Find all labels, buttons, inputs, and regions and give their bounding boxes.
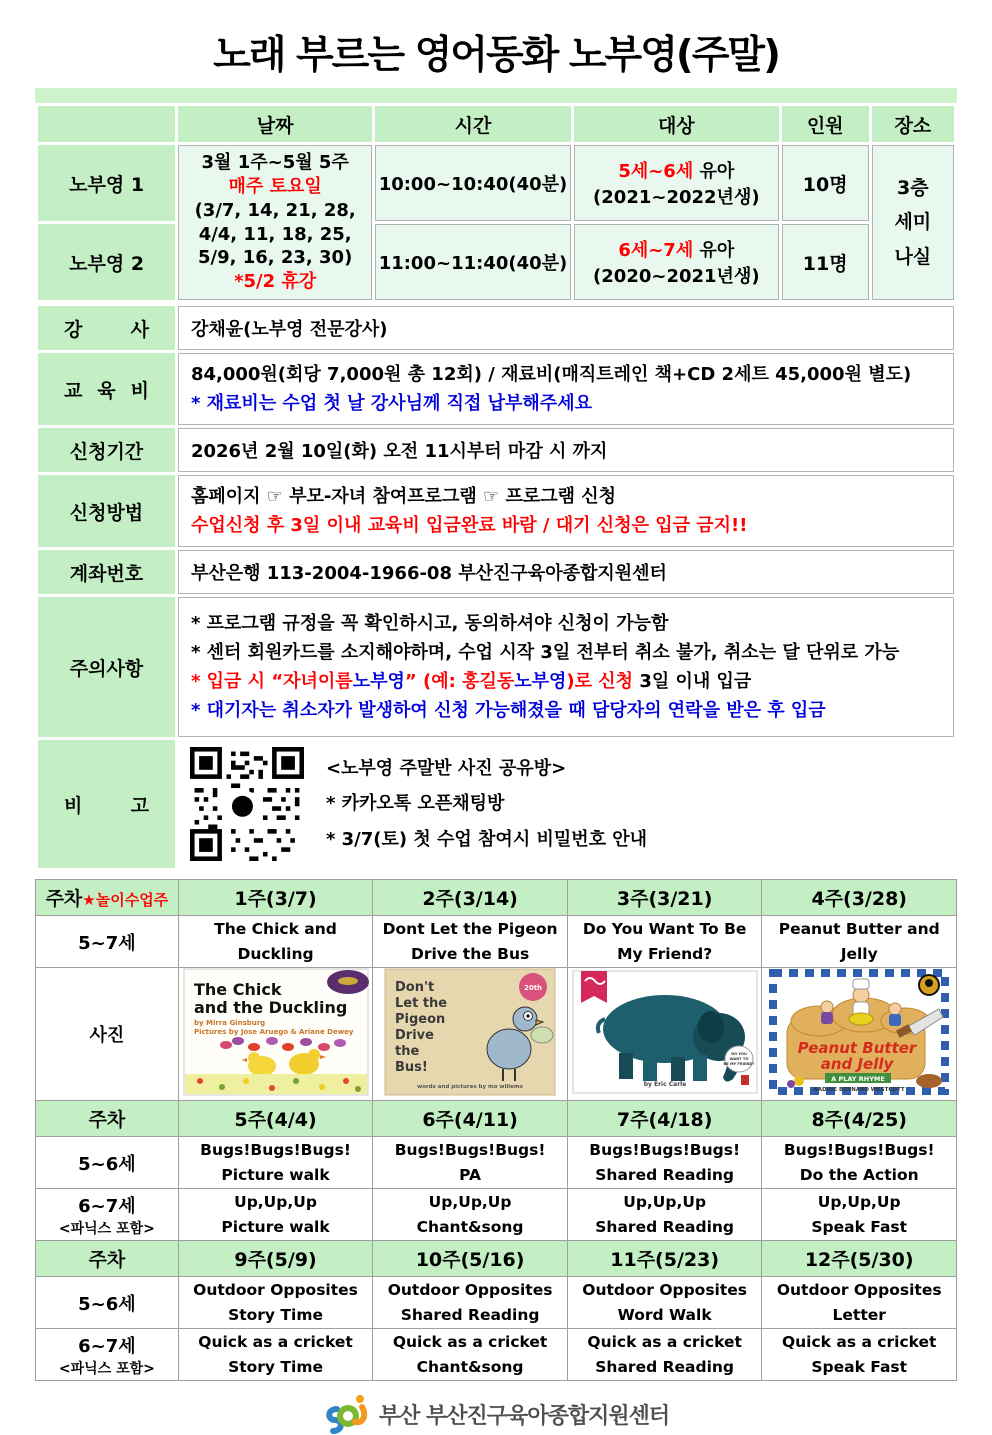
notice-seg: 3일 이내 입금	[639, 671, 752, 692]
notice-seg: )로 신청	[566, 671, 640, 692]
notice-line-4: * 대기자는 취소자가 발생하여 신청 가능해졌을 때 담당자의 연락을 받은 후 입금	[190, 700, 826, 722]
capacity-cell-2: 11명	[782, 224, 869, 300]
age-label-5-7: 5~7세	[36, 916, 179, 968]
book-title-cell	[373, 916, 568, 968]
book-title-line: My Friend?	[617, 944, 713, 963]
notice-seg: ” (예: 홍길동	[404, 671, 515, 692]
cover-byline: Pictures by Jose Aruego & Ariane Dewey	[193, 1028, 354, 1036]
week-9: 9주(5/9)	[178, 1241, 373, 1277]
cover-title-line: Let the	[395, 996, 448, 1011]
book-title-line: Jelly	[840, 944, 878, 963]
lesson-book: Bugs!Bugs!Bugs!	[394, 1141, 546, 1160]
date-line: 3월 1주~5월 5주	[201, 152, 349, 174]
time-text: 11:00~11:40(40분)	[378, 253, 568, 274]
remark-line-2: * 카카오톡 오픈채팅방	[325, 793, 505, 815]
lesson-book: Up,Up,Up	[817, 1193, 901, 1212]
lesson-activity: Word Walk	[617, 1305, 712, 1324]
cover-byline: by Mirra Ginsburg	[193, 1019, 265, 1027]
lesson-activity: Speak Fast	[811, 1217, 908, 1236]
date-line: 4/4, 11, 18, 25,	[198, 223, 352, 245]
lesson-cell	[762, 1277, 957, 1329]
lesson-cell	[178, 1277, 373, 1329]
fee-cell	[178, 353, 954, 425]
lesson-book: Outdoor Opposites	[193, 1281, 358, 1300]
book-title-line: Do You Want To Be	[582, 920, 747, 939]
lesson-book: Bugs!Bugs!Bugs!	[783, 1141, 935, 1160]
page-title: 노래 부르는 영어동화 노부영(주말)	[213, 33, 779, 78]
lesson-cell	[762, 1137, 957, 1189]
cover-title-line: and the Duckling	[193, 998, 347, 1017]
cover-title-line: the	[395, 1044, 420, 1059]
lesson-cell	[762, 1329, 957, 1381]
apply-method-cell	[178, 475, 954, 547]
lesson-cell	[567, 1277, 762, 1329]
remark-line-3: * 3/7(토) 첫 수업 참여시 비밀번호 안내	[325, 828, 648, 850]
book-title-line: Duckling	[237, 944, 314, 963]
lesson-cell	[178, 1329, 373, 1381]
lesson-activity: Story Time	[228, 1305, 323, 1324]
notice-seg: 노부영	[514, 671, 567, 692]
week-4: 4주(3/28)	[762, 880, 957, 916]
book-title-line: The Chick and	[214, 920, 337, 939]
week-label: 주차	[45, 888, 83, 910]
label-teacher: 강 사	[38, 306, 175, 350]
lesson-cell	[373, 1329, 568, 1381]
week-8: 8주(4/25)	[762, 1101, 957, 1137]
lesson-cell	[762, 1189, 957, 1241]
lesson-cell	[567, 1189, 762, 1241]
col-header-target: 대상	[574, 106, 779, 142]
lesson-book: Up,Up,Up	[623, 1193, 707, 1212]
time-cell-1	[375, 145, 571, 221]
lesson-book: Quick as a cricket	[392, 1333, 548, 1352]
cover-subtitle: A PLAY RHYME	[831, 1075, 886, 1083]
row-label-nobuyoung-1: 노부영 1	[38, 145, 175, 221]
lesson-book: Outdoor Opposites	[387, 1281, 553, 1300]
birth-years: (2021~2022년생)	[593, 187, 760, 208]
fee-note: * 재료비는 수업 첫 날 강사님께 직접 납부해주세요	[190, 393, 592, 414]
week-11: 11주(5/23)	[567, 1241, 762, 1277]
svg-text:WANT TO: WANT TO	[729, 1057, 749, 1061]
date-cell	[178, 145, 372, 300]
book-cover-the-chick-and-the-duckling	[184, 969, 368, 1095]
teacher-name: 강채윤(노부영 전문강사)	[190, 319, 388, 340]
cover-title-line: and Jelly	[820, 1055, 894, 1073]
week-10: 10주(5/16)	[373, 1241, 568, 1277]
week-6: 6주(4/11)	[373, 1101, 568, 1137]
label-fee: 교 육 비	[38, 353, 175, 425]
target-cell-1	[574, 145, 779, 221]
cover-title-line: Drive	[395, 1028, 435, 1043]
cover-title-line: Bus!	[395, 1060, 428, 1075]
lesson-activity: Shared Reading	[595, 1165, 735, 1184]
remark-text-block	[326, 751, 647, 856]
lesson-activity: PA	[459, 1165, 482, 1184]
age-label-6-7	[36, 1329, 179, 1381]
col-header-time: 시간	[375, 106, 571, 142]
age-label-5-6: 5~6세	[36, 1277, 179, 1329]
lesson-book: Bugs!Bugs!Bugs!	[200, 1141, 351, 1160]
cover-credit: words and pictures by mo willems	[417, 1084, 523, 1090]
week-12: 12주(5/30)	[762, 1241, 957, 1277]
label-account: 계좌번호	[38, 550, 175, 594]
lesson-activity: Shared Reading	[595, 1217, 735, 1236]
svg-text:BE MY FRIEND?: BE MY FRIEND?	[723, 1062, 755, 1066]
label-notice: 주의사항	[38, 597, 175, 737]
photo-row-label: 사진	[36, 968, 179, 1101]
center-logo-icon	[323, 1393, 369, 1435]
date-line: 5/9, 16, 23, 30)	[198, 247, 353, 269]
row-label-nobuyoung-2: 노부영 2	[38, 224, 175, 300]
age-label-6-7	[36, 1189, 179, 1241]
week-7: 7주(4/18)	[567, 1101, 762, 1137]
lesson-activity: Shared Reading	[595, 1357, 735, 1376]
program-info-table	[35, 103, 957, 303]
lesson-cell	[373, 1277, 568, 1329]
lesson-cell	[373, 1137, 568, 1189]
lesson-cell	[178, 1137, 373, 1189]
play-week-note: ★놀이수업주	[82, 891, 169, 909]
age-range: 5세~6세	[618, 161, 694, 182]
book-title-line: Peanut Butter and	[778, 920, 940, 939]
book-cover-cell	[373, 968, 568, 1101]
age-range: 6세~7세	[618, 240, 694, 261]
lesson-activity: Do the Action	[799, 1165, 919, 1184]
cover-title-line: Don't	[395, 980, 435, 995]
book-cover-cell	[567, 968, 762, 1101]
place-line: 세미	[894, 211, 932, 234]
birth-years: (2020~2021년생)	[593, 266, 760, 287]
col-header-date: 날짜	[178, 106, 372, 142]
week-header-cell: 주차	[36, 1101, 179, 1137]
cover-title-line: The Chick	[193, 980, 281, 999]
apply-period-cell	[178, 428, 954, 472]
book-title-cell	[567, 916, 762, 968]
week-1: 1주(3/7)	[178, 880, 373, 916]
kakao-openchat-qr-code	[190, 747, 304, 861]
lesson-book: Outdoor Opposites	[582, 1281, 748, 1300]
lesson-cell	[567, 1137, 762, 1189]
phonics-note: <파닉스 포함>	[58, 1360, 155, 1377]
lesson-book: Up,Up,Up	[428, 1193, 512, 1212]
lesson-book: Quick as a cricket	[587, 1333, 742, 1352]
apply-method-warning: 수업신청 후 3일 이내 교육비 입금완료 바람 / 대기 신청은 입금 금지!!	[190, 515, 748, 536]
lesson-activity: Letter	[832, 1305, 886, 1324]
week-3: 3주(3/21)	[567, 880, 762, 916]
book-cover-do-you-want-to-be-my-friend	[573, 971, 757, 1093]
book-cover-cell	[762, 968, 957, 1101]
time-cell-2	[375, 224, 571, 300]
anniversary-badge: 20th	[524, 984, 543, 992]
remark-cell	[178, 740, 954, 868]
lesson-book: Quick as a cricket	[781, 1333, 937, 1352]
capacity-cell-1: 10명	[782, 145, 869, 221]
account-cell	[178, 550, 954, 594]
title-divider-bar	[35, 88, 957, 103]
notice-cell	[178, 597, 954, 737]
apply-method-line: 홈페이지 ☞ 부모-자녀 참여프로그램 ☞ 프로그램 신청	[190, 485, 617, 507]
book-cover-peanut-butter-and-jelly	[769, 969, 949, 1095]
teacher-value-cell	[178, 306, 954, 350]
corner-cell	[38, 106, 175, 142]
book-title-line: Drive the Bus	[410, 944, 530, 963]
lesson-activity: Speak Fast	[811, 1357, 908, 1376]
notice-line-3	[191, 667, 941, 696]
time-text: 10:00~10:40(40분)	[378, 174, 568, 195]
lesson-activity: Chant&song	[416, 1217, 524, 1236]
target-age-line	[576, 236, 777, 262]
notice-seg: * 입금 시 “자녀이름	[190, 671, 353, 692]
cover-title-line: Peanut Butter	[797, 1039, 917, 1057]
lesson-activity: Picture walk	[221, 1165, 330, 1184]
svg-text:DO YOU: DO YOU	[730, 1052, 747, 1056]
lesson-cell	[373, 1189, 568, 1241]
age-label-text: 6~7세	[78, 1335, 136, 1357]
lesson-book: Quick as a cricket	[198, 1333, 353, 1352]
notice-line-1: * 프로그램 규정을 꼭 확인하시고, 동의하셔야 신청이 가능함	[190, 612, 669, 634]
cover-credit: NADINE BERNARD WESTCOTT	[813, 1087, 905, 1093]
age-label-text: 6~7세	[78, 1195, 136, 1217]
remark-line-1: <노부영 주말반 사진 공유방>	[325, 758, 567, 780]
apply-period-text: 2026년 2월 10일(화) 오전 11시부터 마감 시 까지	[190, 441, 608, 462]
lesson-activity: Shared Reading	[400, 1305, 540, 1324]
cover-title-line: Pigeon	[395, 1012, 446, 1027]
target-cell-2	[574, 224, 779, 300]
cover-credit: by Eric Carle	[643, 1081, 686, 1088]
detail-info-table	[35, 303, 957, 871]
col-header-capacity: 인원	[782, 106, 869, 142]
notice-seg: 노부영	[352, 671, 405, 692]
lesson-activity: Chant&song	[416, 1357, 524, 1376]
week-2: 2주(3/14)	[373, 880, 568, 916]
book-title-cell	[178, 916, 373, 968]
phonics-note: <파닉스 포함>	[58, 1220, 155, 1237]
lesson-book: Outdoor Opposites	[776, 1281, 942, 1300]
lesson-cell	[567, 1329, 762, 1381]
account-number: 부산은행 113-2004-1966-08 부산진구육아종합지원센터	[190, 563, 667, 584]
age-suffix: 유아	[693, 161, 735, 182]
lesson-activity: Story Time	[228, 1357, 323, 1376]
date-line-every-saturday: 매주 토요일	[228, 176, 322, 197]
label-remark: 비 고	[38, 740, 175, 868]
place-cell	[872, 145, 954, 300]
notice-line-2: * 센터 회원카드를 소지해야하며, 수업 시작 3일 전부터 취소 불가, 취소는 달 단위로 가능	[190, 641, 900, 663]
target-age-line	[576, 157, 777, 183]
age-suffix: 유아	[693, 240, 735, 261]
lesson-book: Bugs!Bugs!Bugs!	[589, 1141, 741, 1160]
col-header-place: 장소	[872, 106, 954, 142]
place-line: 나실	[894, 245, 932, 268]
lesson-activity: Picture walk	[221, 1217, 330, 1236]
label-apply-period: 신청기간	[38, 428, 175, 472]
week-header-cell: 주차	[36, 1241, 179, 1277]
book-cover-cell	[178, 968, 373, 1101]
book-title-cell	[762, 916, 957, 968]
age-label-5-6: 5~6세	[36, 1137, 179, 1189]
date-line-holiday: *5/2 휴강	[234, 271, 317, 292]
book-title-line: Dont Let the Pigeon	[382, 920, 558, 939]
lesson-book: Up,Up,Up	[234, 1193, 317, 1212]
weekly-schedule-table	[35, 879, 957, 1381]
lesson-cell	[178, 1189, 373, 1241]
week-5: 5주(4/4)	[178, 1101, 373, 1137]
footer	[35, 1393, 957, 1435]
place-line: 3층	[897, 177, 929, 200]
date-line: (3/7, 14, 21, 28,	[194, 199, 356, 221]
book-cover-dont-let-the-pigeon-drive-the-bus	[385, 969, 555, 1095]
fee-line: 84,000원(회당 7,000원 총 12회) / 재료비(매직트레인 책+CD 2세트 45,000원 별도)	[190, 363, 912, 385]
week-header-cell	[36, 880, 179, 916]
label-apply-method: 신청방법	[38, 475, 175, 547]
organization-name: 부산 부산진구육아종합지원센터	[378, 1403, 670, 1429]
